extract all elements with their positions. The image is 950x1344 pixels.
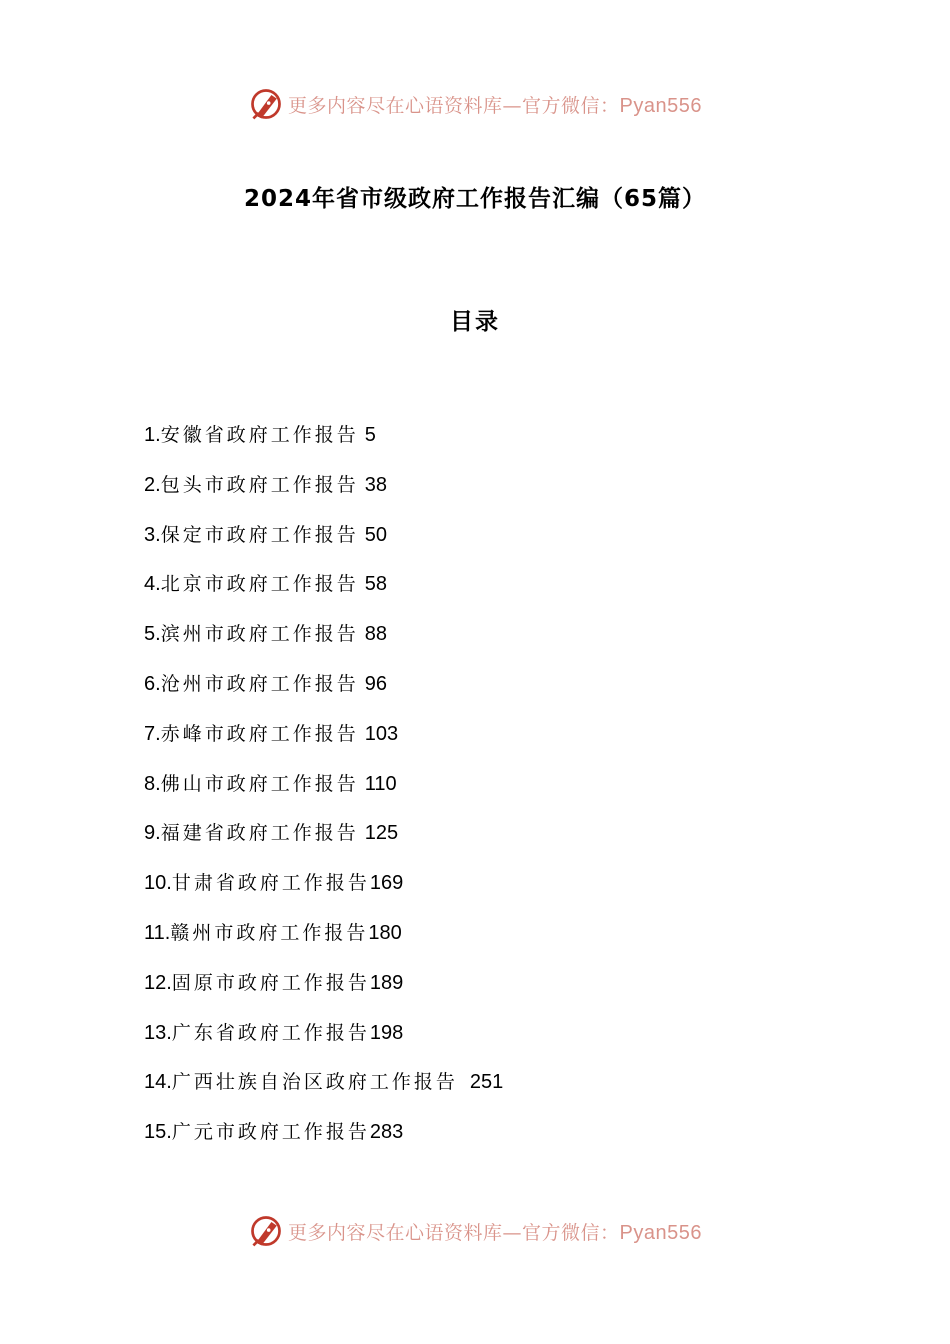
toc-entry-title: 安徽省政府工作报告 — [160, 424, 359, 446]
toc-entry[interactable] — [144, 417, 503, 467]
toc-entry-title: 甘肃省政府工作报告 — [171, 872, 370, 895]
toc-entry-number: 10. — [144, 872, 172, 895]
toc-entry-number: 15. — [144, 1121, 172, 1144]
toc-entry-number: 12. — [144, 971, 172, 994]
toc-entry-title: 广东省政府工作报告 — [171, 1021, 370, 1044]
toc-entry[interactable] — [144, 1114, 503, 1164]
toc-entry-title: 赤峰市政府工作报告 — [160, 722, 359, 745]
pen-nib-icon — [248, 86, 284, 122]
watermark-text — [288, 91, 702, 118]
toc-entry[interactable] — [144, 965, 503, 1015]
toc-entry-page: 125 — [364, 822, 399, 845]
toc-entry-page: 169 — [369, 872, 404, 895]
toc-entry-page: 58 — [364, 573, 387, 596]
toc-entry-title: 包头市政府工作报告 — [160, 473, 359, 496]
toc-entry-title: 保定市政府工作报告 — [160, 523, 359, 546]
toc-entry[interactable] — [144, 865, 503, 915]
toc-entry-page: 96 — [364, 672, 387, 695]
toc-entry-title: 北京市政府工作报告 — [160, 573, 359, 596]
toc-entry-page: 50 — [364, 523, 387, 546]
toc-entry-title: 广元市政府工作报告 — [171, 1121, 370, 1144]
toc-entry[interactable] — [144, 766, 503, 816]
toc-entry[interactable] — [144, 716, 503, 766]
toc-entry-number: 2. — [144, 473, 161, 496]
toc-entry-number: 3. — [144, 523, 161, 546]
toc-entry[interactable] — [144, 1064, 503, 1114]
toc-entry-number: 4. — [144, 573, 161, 596]
toc-entry-title: 滨州市政府工作报告 — [160, 623, 359, 646]
toc-entry[interactable] — [144, 517, 503, 567]
toc-entry-number: 8. — [144, 772, 161, 795]
document-title: 2024年省市级政府工作报告汇编（65篇） — [243, 186, 707, 212]
toc-entry-page: 189 — [369, 971, 404, 994]
toc-entry-number: 7. — [144, 722, 161, 745]
toc-entry-number: 11. — [144, 921, 171, 944]
toc-heading: 目录 — [450, 309, 500, 335]
footer-watermark-banner — [0, 1211, 950, 1251]
toc-entry[interactable] — [144, 666, 503, 716]
toc-entry[interactable] — [144, 467, 503, 517]
toc-entry-number: 6. — [144, 672, 161, 695]
toc-entry-number: 13. — [144, 1021, 172, 1044]
toc-entry-page: 180 — [368, 921, 402, 944]
table-of-contents — [144, 417, 503, 1164]
toc-entry-title: 固原市政府工作报告 — [171, 971, 370, 994]
toc-entry-page: 283 — [369, 1121, 404, 1144]
toc-entry-page: 110 — [364, 772, 397, 795]
toc-entry-page: 251 — [469, 1071, 504, 1094]
watermark-wechat-id: Pyan556 — [619, 94, 702, 117]
toc-entry-number: 9. — [144, 822, 161, 845]
toc-entry-number: 5. — [144, 623, 161, 646]
toc-entry[interactable] — [144, 566, 503, 616]
toc-entry-title: 广西壮族自治区政府工作报告 — [171, 1071, 458, 1094]
watermark-text — [288, 1218, 702, 1245]
toc-entry-title: 福建省政府工作报告 — [160, 822, 359, 845]
toc-entry-page: 38 — [364, 473, 387, 496]
watermark-wechat-id: Pyan556 — [619, 1221, 702, 1244]
toc-entry-title: 赣州市政府工作报告 — [170, 921, 369, 944]
toc-entry-title: 佛山市政府工作报告 — [160, 772, 359, 795]
toc-entry-number: 1. — [144, 424, 161, 446]
toc-entry-page: 88 — [364, 623, 387, 646]
header-watermark-banner — [0, 84, 950, 124]
watermark-text-cn: 更多内容尽在心语资料库—官方微信： — [288, 1221, 620, 1244]
toc-entry[interactable] — [144, 815, 503, 865]
toc-entry-title: 沧州市政府工作报告 — [160, 672, 359, 695]
toc-entry[interactable] — [144, 1015, 503, 1065]
toc-entry-page: 5 — [364, 424, 376, 446]
toc-entry-page: 198 — [369, 1021, 404, 1044]
pen-nib-icon — [248, 1213, 284, 1249]
toc-entry[interactable] — [144, 915, 503, 965]
toc-entry[interactable] — [144, 616, 503, 666]
toc-entry-number: 14. — [144, 1071, 172, 1094]
watermark-text-cn: 更多内容尽在心语资料库—官方微信： — [288, 94, 620, 117]
toc-entry-page: 103 — [364, 722, 399, 745]
